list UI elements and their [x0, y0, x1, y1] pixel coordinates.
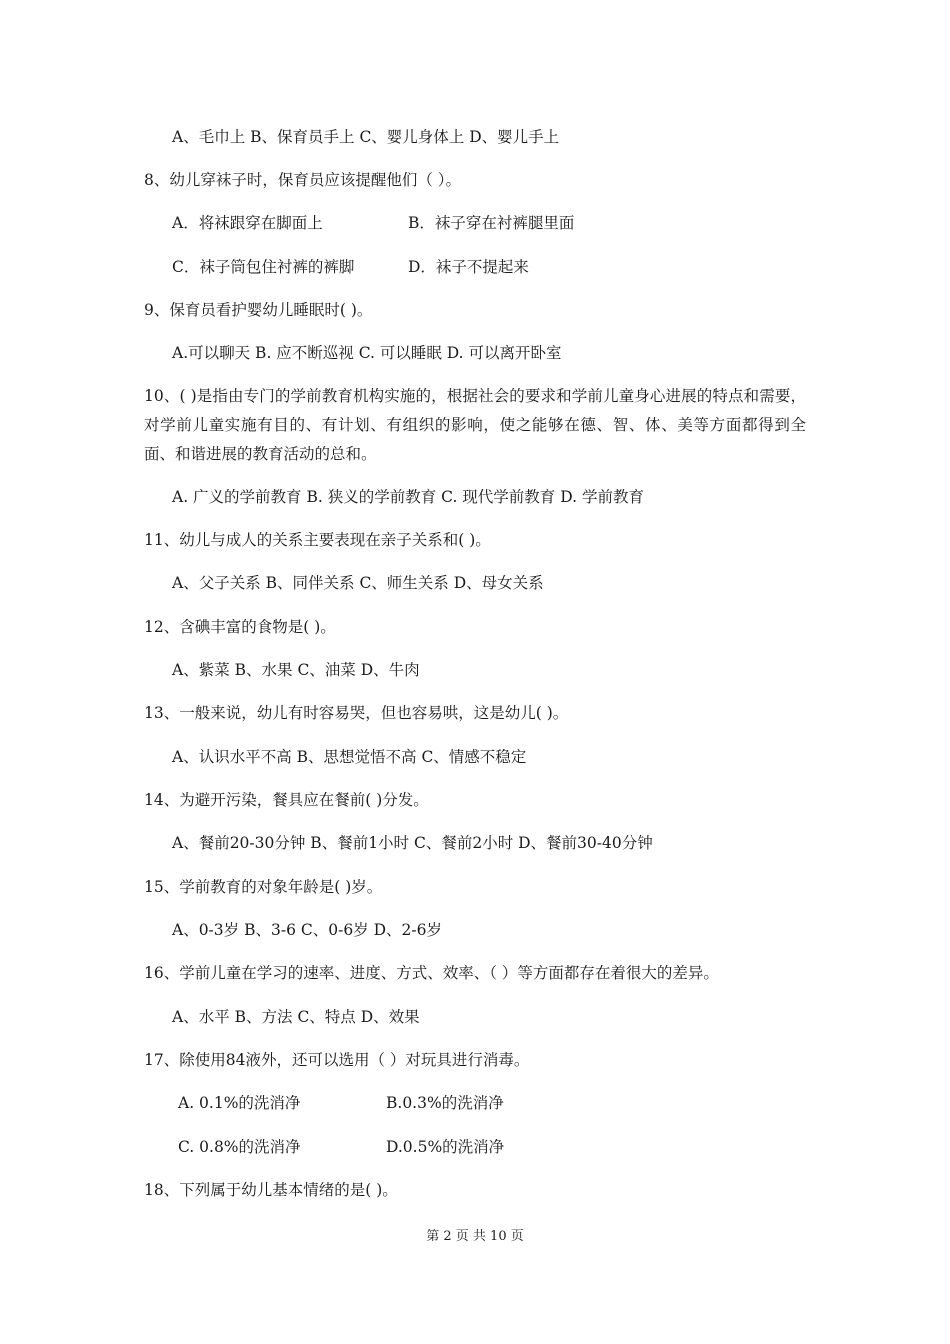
q8-option-b: B．袜子穿在衬裤腿里面: [408, 214, 575, 232]
q8-option-c: C．袜子筒包住衬裤的裤脚: [172, 258, 355, 276]
question-16: 16、学前儿童在学习的速率、进度、方式、效率、（ ）等方面都存在着很大的差异。: [144, 964, 719, 982]
q7-options: A、毛巾上 B、保育员手上 C、婴儿身体上 D、婴儿手上: [172, 128, 560, 146]
q17-option-b: B.0.3%的洗消净: [386, 1094, 504, 1112]
page-footer: 第 2 页 共 10 页: [426, 1229, 524, 1244]
question-9: 9、保育员看护婴幼儿睡眠时( )。: [144, 301, 373, 319]
q13-options: A、认识水平不高 B、思想觉悟不高 C、情感不稳定: [172, 748, 527, 766]
question-11: 11、幼儿与成人的关系主要表现在亲子关系和( )。: [144, 531, 491, 549]
q17-option-c: C. 0.8%的洗消净: [178, 1138, 301, 1156]
q16-options: A、水平 B、方法 C、特点 D、效果: [172, 1008, 420, 1026]
question-13: 13、一般来说，幼儿有时容易哭，但也容易哄，这是幼儿( )。: [144, 704, 569, 722]
q17-option-a: A. 0.1%的洗消净: [178, 1094, 301, 1112]
q14-options: A、餐前20-30分钟 B、餐前1小时 C、餐前2小时 D、餐前30-40分钟: [172, 834, 653, 852]
q8-option-a: A．将袜跟穿在脚面上: [172, 214, 323, 232]
question-12: 12、含碘丰富的食物是( )。: [144, 618, 336, 636]
q11-options: A、父子关系 B、同伴关系 C、师生关系 D、母女关系: [172, 574, 544, 592]
q9-options: A.可以聊天 B. 应不断巡视 C. 可以睡眠 D. 可以离开卧室: [172, 344, 562, 362]
q15-options: A、0-3岁 B、3-6 C、0-6岁 D、2-6岁: [172, 921, 442, 939]
q17-option-d: D.0.5%的洗消净: [386, 1138, 505, 1156]
question-10: 10、( )是指由专门的学前教育机构实施的，根据社会的要求和学前儿童身心进展的特点和需要，对学前儿童实施有目的、有计划、有组织的影响，使之能够在德、智、体、美等方面都得到全面、和谐进展的教育活动的总和。: [144, 387, 806, 463]
question-8: 8、幼儿穿袜子时，保育员应该提醒他们（ ）。: [144, 171, 462, 189]
question-15: 15、学前教育的对象年龄是( )岁。: [144, 878, 383, 896]
q12-options: A、紫菜 B、水果 C、油菜 D、牛肉: [172, 661, 420, 679]
q8-option-d: D．袜子不提起来: [408, 258, 529, 276]
question-18: 18、下列属于幼儿基本情绪的是( )。: [144, 1181, 398, 1199]
question-14: 14、为避开污染，餐具应在餐前( )分发。: [144, 791, 429, 809]
question-17: 17、除使用84液外，还可以选用（ ）对玩具进行消毒。: [144, 1051, 530, 1069]
q10-options: A. 广义的学前教育 B. 狭义的学前教育 C. 现代学前教育 D. 学前教育: [172, 488, 644, 506]
